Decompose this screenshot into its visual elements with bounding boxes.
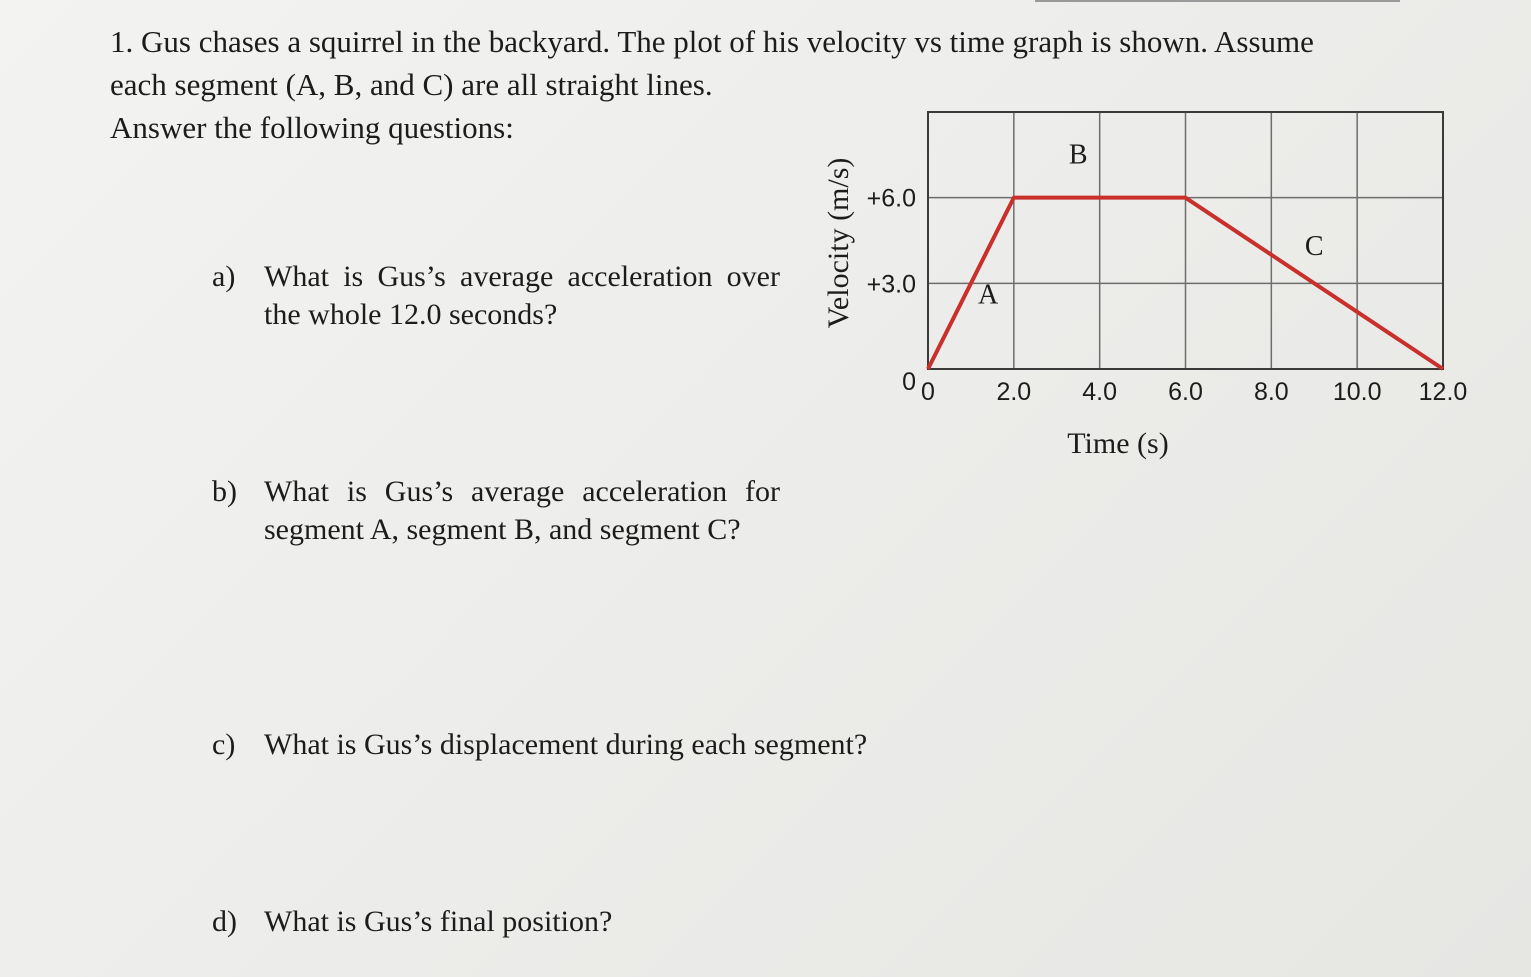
y-tick-label: +6.0 <box>866 184 916 213</box>
x-tick-label: 4.0 <box>1082 378 1118 406</box>
y-tick-label: 0 <box>902 368 916 396</box>
x-tick-label: 8.0 <box>1253 378 1289 406</box>
problem-number: 1. <box>110 24 134 59</box>
segment-label: B <box>1068 139 1088 171</box>
x-tick-label: 6.0 <box>1168 378 1203 406</box>
problem-text-1: Gus chases a squirrel in the backyard. The plot of his velocity vs time graph is shown. Assume <box>141 24 1314 59</box>
x-tick-label: 2.0 <box>996 378 1032 406</box>
question-a-text: What is Gus’s average acceleration over the whole 12.0 seconds? <box>264 260 780 331</box>
x-tick-label: 0 <box>921 378 935 406</box>
y-tick-label: +3.0 <box>866 270 916 299</box>
question-c-text: What is Gus’s displacement during each segment? <box>264 728 868 761</box>
segment-label: C <box>1304 230 1324 262</box>
question-d-label: d) <box>212 905 237 938</box>
y-axis-label: Velocity (m/s) <box>822 157 855 329</box>
y-tick-labels <box>867 185 916 396</box>
question-b-text: What is Gus’s average acceleration for segment A, segment B, and segment C? <box>264 475 780 546</box>
segment-label: A <box>977 279 999 311</box>
x-tick-labels <box>921 378 1467 406</box>
x-tick-label: 10.0 <box>1332 378 1382 406</box>
question-b-label: b) <box>212 475 237 508</box>
question-c-label: c) <box>212 728 236 761</box>
graph-grid <box>928 112 1443 369</box>
x-tick-label: 12.0 <box>1418 378 1468 406</box>
problem-line-2: each segment (A, B, and C) are all straight lines. <box>110 67 713 102</box>
question-d-text: What is Gus’s final position? <box>264 905 613 938</box>
problem-line-3: Answer the following questions: <box>110 110 514 145</box>
x-axis-label: Time (s) <box>1067 427 1169 460</box>
question-a-label: a) <box>212 260 236 293</box>
